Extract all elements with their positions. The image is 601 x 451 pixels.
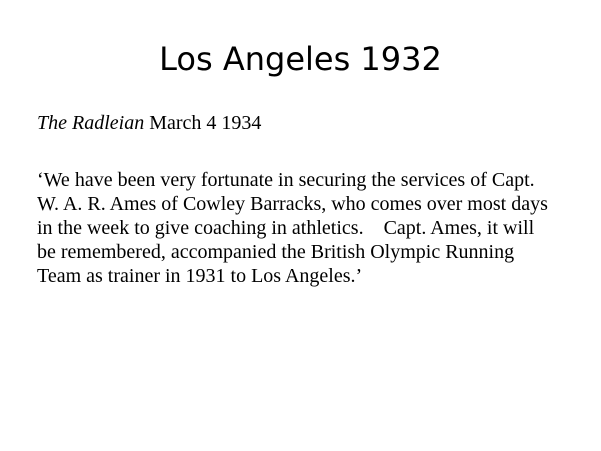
quote-line: in the week to give coaching in athletics. Capt. Ames, it will	[37, 217, 535, 239]
quote-line: ‘We have been very fortunate in securing the services of Capt.	[37, 169, 535, 191]
quote-text	[37, 168, 577, 288]
slide-title: Los Angeles 1932	[159, 40, 442, 78]
publication-name: The Radleian	[37, 112, 145, 134]
quote-line: W. A. R. Ames of Cowley Barracks, who comes over most days	[37, 193, 548, 215]
publication-date: March 4 1934	[149, 112, 262, 134]
citation	[37, 110, 261, 136]
quote-line: Team as trainer in 1931 to Los Angeles.’	[37, 265, 363, 287]
quote-line: be remembered, accompanied the British Olympic Running	[37, 241, 515, 263]
